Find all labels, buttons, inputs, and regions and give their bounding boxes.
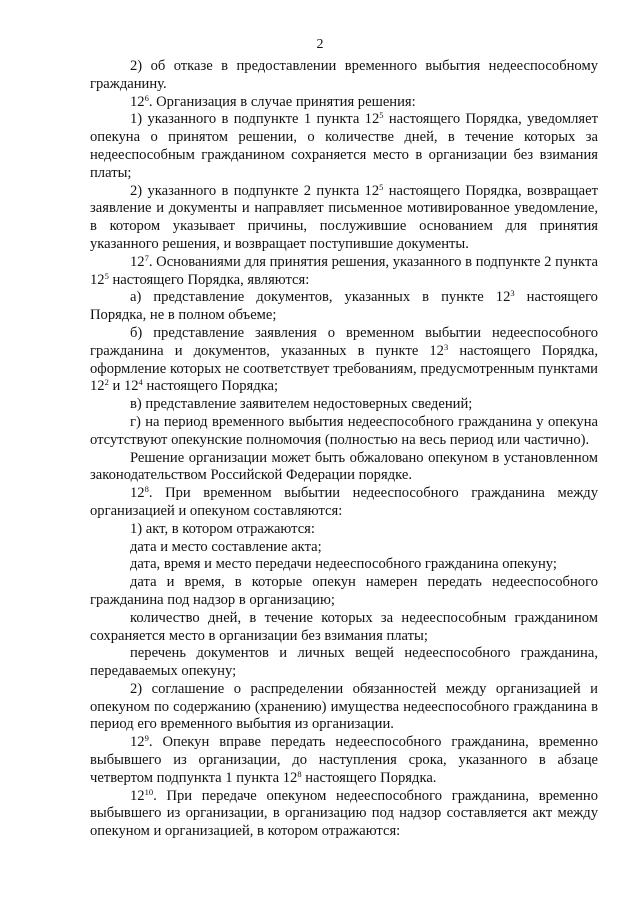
text-run: 1) акт, в котором отражаются:	[130, 520, 315, 537]
text-run: 12	[130, 787, 145, 804]
paragraph	[90, 450, 598, 486]
text-run: дата, время и место передачи недееспособного гражданина опекуну;	[130, 556, 557, 573]
text-run: г) на период временного выбытия недееспособного гражданина у опекуна отсутствуют опекунские полномочия (полностью на весь период или частично).	[90, 413, 598, 448]
text-run: настоящего Порядка, уведомляет опекуна о принятом решении, о количестве дней, в течение которых за недееспособным гражданином сохраняется место в организации без взимания платы;	[90, 111, 598, 181]
page-number: 2	[316, 37, 324, 52]
text-run: б) представление заявления о временном выбытии недееспособного гражданина и документов, указанных в пункте 12	[90, 324, 598, 359]
text-run: . Опекун вправе передать недееспособного гражданина, временно выбывшего из организации, до наступления срока, указанного в абзаце четвертом подпункта 1 пункта 12	[90, 734, 598, 786]
paragraph	[90, 111, 598, 182]
superscript-index: 2	[104, 377, 109, 388]
text-run: в) представление заявителем недостоверных сведений;	[130, 396, 473, 413]
superscript-index: 6	[144, 92, 149, 103]
text-run: 2) об отказе в предоставлении временного выбытия недееспособному гражданину.	[90, 58, 598, 92]
text-run: 2) соглашение о распределении обязанностей между организацией и опекуном по содержанию (хранению) имущества недееспособного гражданина в период его временного выбытия из организации.	[90, 680, 598, 733]
document-body	[90, 58, 598, 841]
paragraph	[90, 645, 598, 681]
text-run: настоящего Порядка, возвращает заявление и документы и направляет письменное мотивированное уведомление, в котором указывает причины, послужившие основанием для принятия указанного решения, и возвращает поступившие документы.	[90, 182, 598, 252]
superscript-index: 4	[138, 377, 143, 388]
paragraph	[90, 325, 598, 396]
paragraph	[90, 254, 598, 290]
text-run: 12	[130, 734, 145, 751]
text-run: дата и место составление акта;	[130, 538, 322, 555]
text-run: 2) указанного в подпункте 2 пункта 12	[130, 182, 380, 199]
paragraph	[90, 681, 598, 734]
text-run: а) представление документов, указанных в пункте 12	[130, 289, 511, 306]
paragraph	[90, 94, 598, 112]
paragraph	[90, 556, 598, 574]
text-run: . При передаче опекуном недееспособного гражданина, временно выбывшего из организации, в организацию под надзор составляется акт между опекуном и организацией, в котором отражаются:	[90, 787, 598, 840]
paragraph	[90, 734, 598, 787]
paragraph	[90, 574, 598, 610]
paragraph	[90, 539, 598, 557]
text-run: . При временном выбытии недееспособного гражданина между организацией и опекуном составляются:	[90, 485, 598, 519]
superscript-index: 9	[144, 733, 149, 744]
text-run: 12	[130, 485, 145, 502]
superscript-index: 8	[144, 484, 149, 495]
paragraph	[90, 414, 598, 450]
paragraph	[90, 788, 598, 841]
paragraph	[90, 485, 598, 521]
text-run: . Организация в случае принятия решения:	[148, 93, 416, 110]
text-run: настоящего Порядка, оформление которых не соответствует требованиям, предусмотренным пунктами 12	[90, 342, 598, 395]
paragraph	[90, 289, 598, 325]
superscript-index: 5	[379, 181, 384, 192]
text-run: и 12	[108, 378, 139, 395]
text-run: количество дней, в течение которых за недееспособным гражданином сохраняется место в организации без взимания платы;	[90, 609, 598, 644]
text-run: 12	[130, 253, 145, 270]
superscript-index: 3	[443, 341, 449, 352]
superscript-index: 8	[297, 768, 302, 779]
superscript-index: 10	[144, 786, 154, 797]
paragraph	[90, 183, 598, 254]
text-run: 1) указанного в подпункте 1 пункта 12	[130, 111, 380, 128]
paragraph	[90, 58, 598, 94]
text-run: настоящего Порядка.	[301, 769, 437, 786]
text-run: Решение организации может быть обжаловано опекуном в установленном законодательством Российской Федерации порядке.	[90, 449, 598, 484]
text-run: настоящего Порядка, являются:	[108, 271, 310, 288]
superscript-index: 5	[104, 270, 109, 281]
text-run: 12	[130, 93, 145, 110]
text-run: перечень документов и личных вещей недееспособного гражданина, передаваемых опекуну;	[90, 645, 598, 680]
text-run: настоящего Порядка;	[142, 378, 279, 395]
superscript-index: 5	[379, 110, 384, 121]
superscript-index: 7	[144, 252, 149, 263]
paragraph	[90, 521, 598, 539]
text-run: . Основаниями для принятия решения, указанного в подпункте 2 пункта 12	[90, 253, 598, 288]
text-run: настоящего Порядка, не в полном объеме;	[90, 289, 598, 324]
superscript-index: 3	[510, 288, 515, 299]
paragraph	[90, 610, 598, 646]
text-run: дата и время, в которые опекун намерен передать недееспособного гражданина под надзор в организацию;	[90, 574, 598, 608]
paragraph	[90, 396, 598, 414]
